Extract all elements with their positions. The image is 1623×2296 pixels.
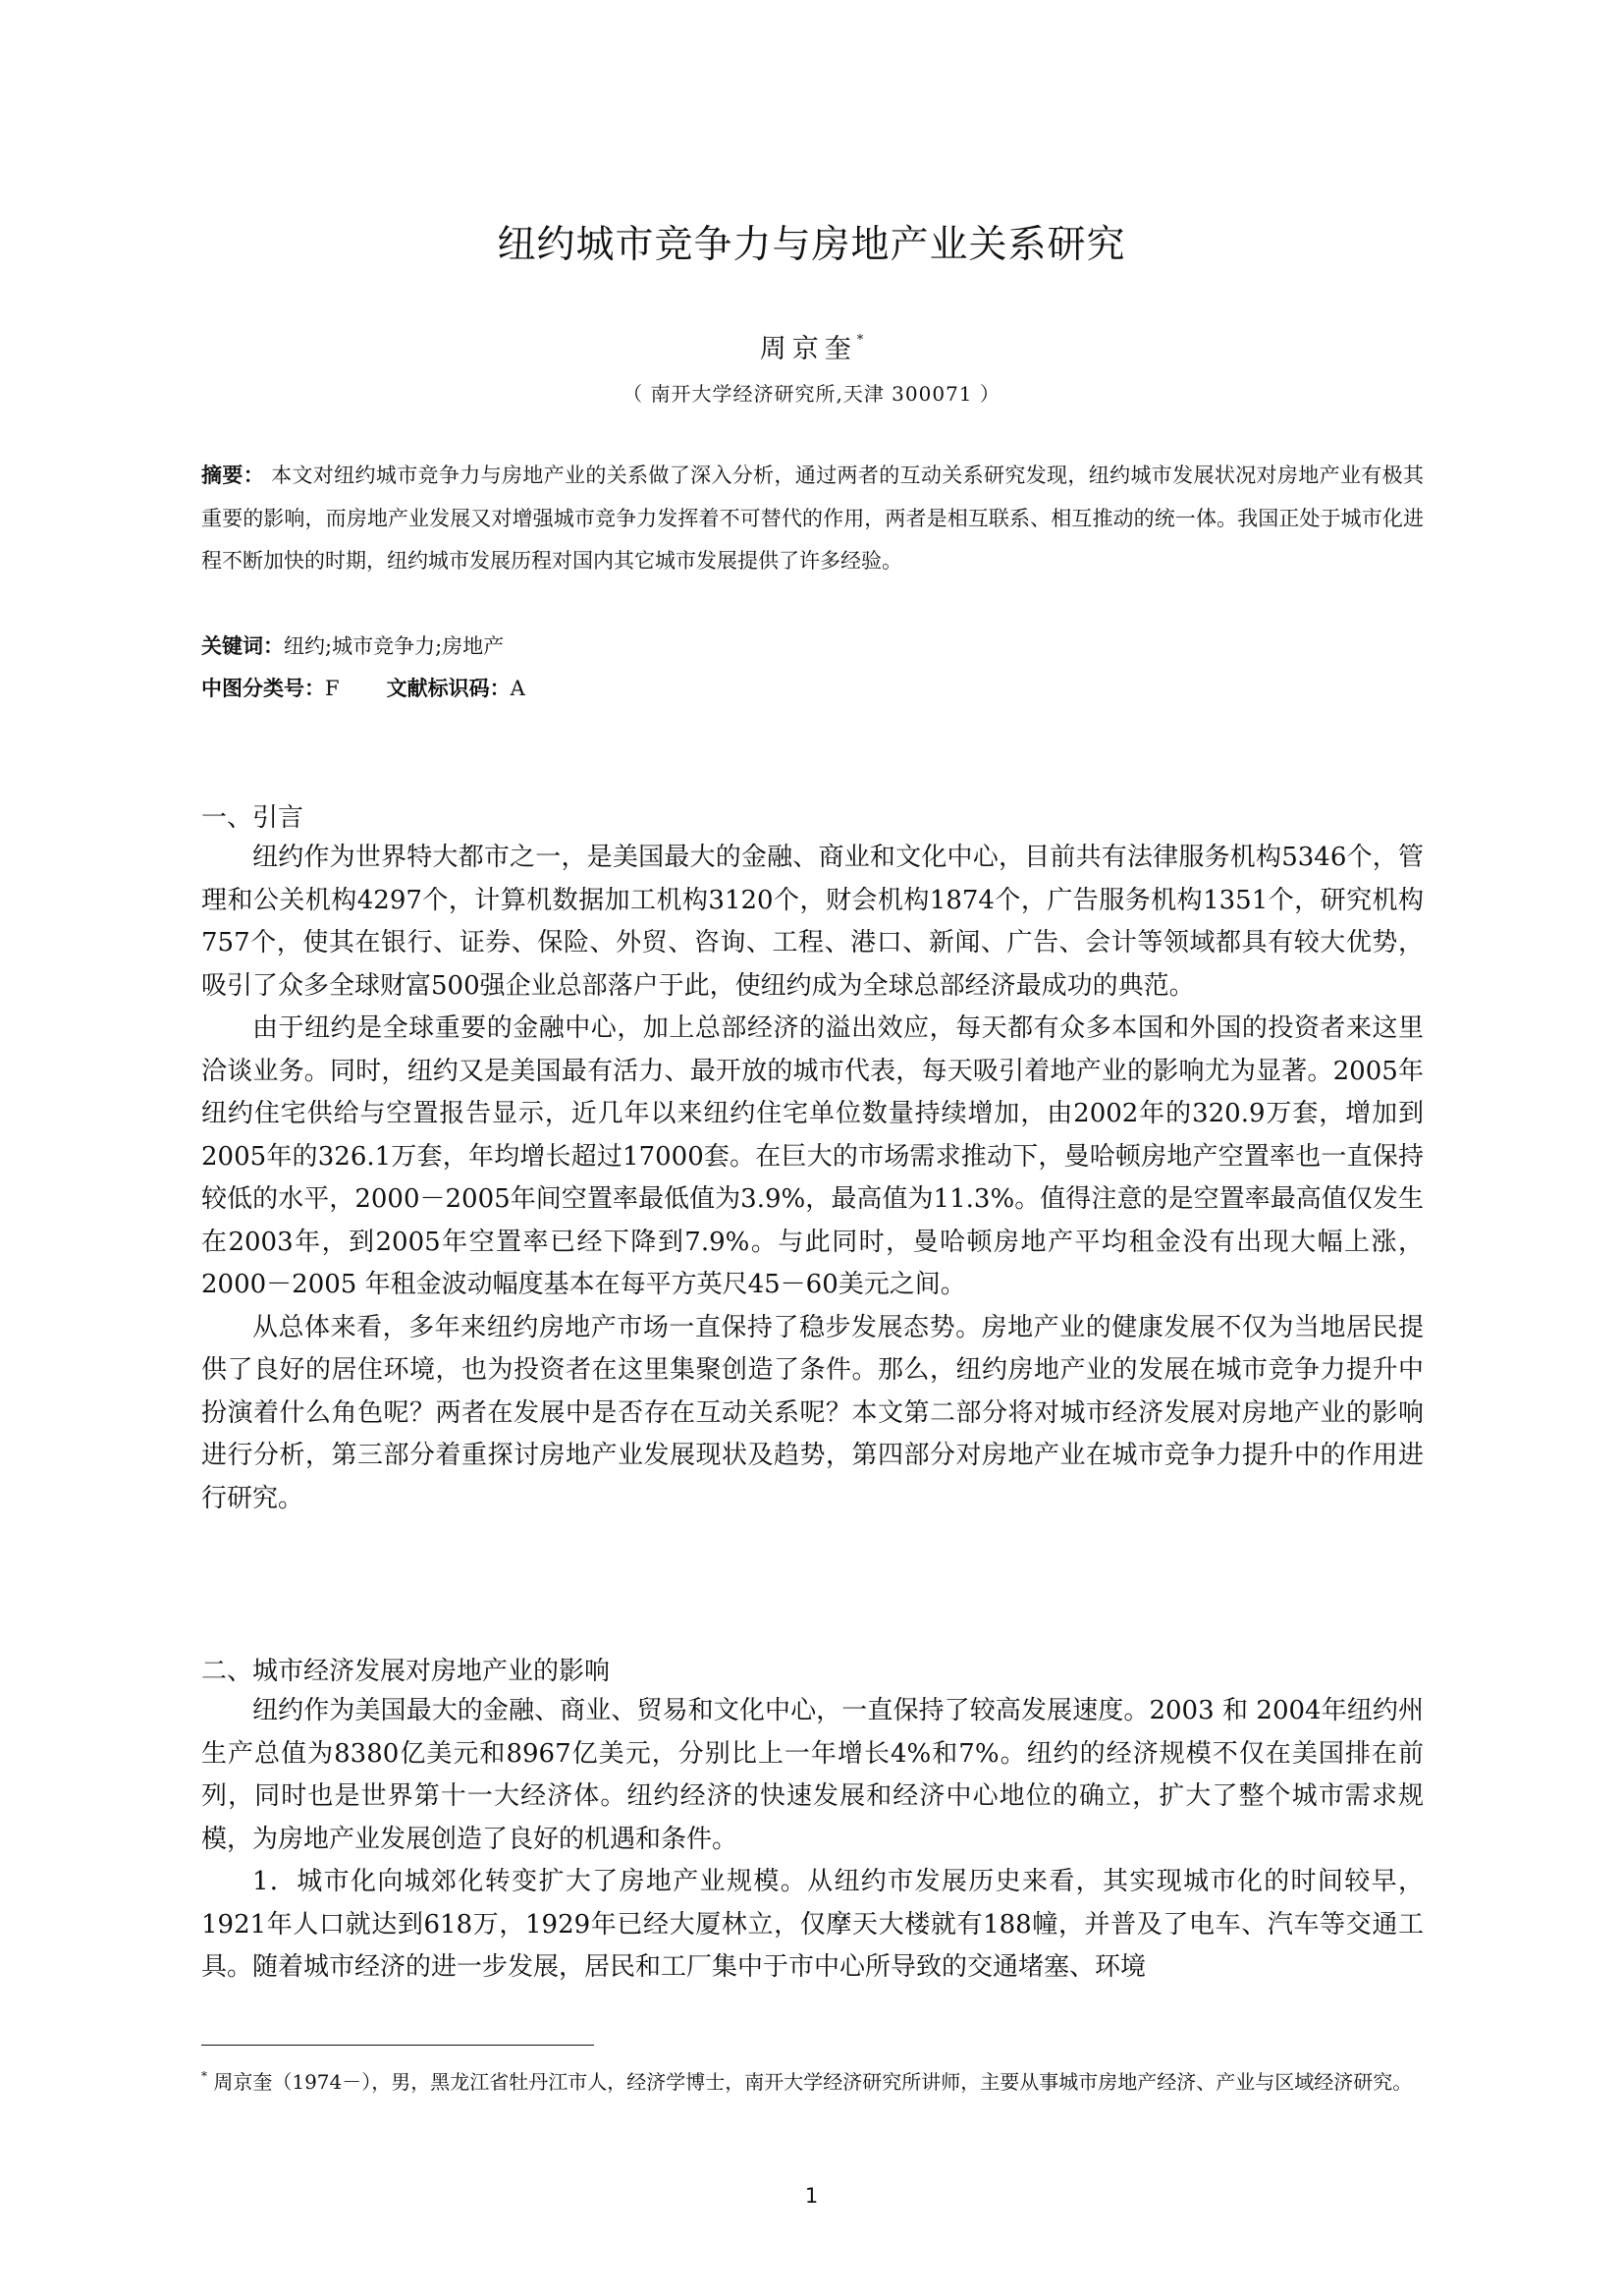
abstract xyxy=(201,455,1424,583)
section-heading-economy: 二、城市经济发展对房地产业的影响 xyxy=(201,1657,611,1686)
document-code-label: 文献标识码： xyxy=(386,677,511,700)
footnote-text: 周京奎（1974－），男，黑龙江省牡丹江市人，经济学博士，南开大学经济研究所讲师，主要从事城市房地产经济、产业与区域经济研究。 xyxy=(207,2070,1413,2094)
keywords-text: 纽约;城市竞争力;房地产 xyxy=(284,634,505,658)
abstract-text: 本文对纽约城市竞争力与房地产业的关系做了深入分析，通过两者的互动关系研究发现，纽约城市发展状况对房地产业有极其重要的影响，而房地产业发展又对增强城市竞争力发挥着不可替代的作用，两者是相互联系、相互推动的统一体。我国正处于城市化进程不断加快的时期，纽约城市发展历程对国内其它城市发展提供了许多经验。 xyxy=(201,464,1425,573)
footnote-mark: * xyxy=(201,2069,207,2083)
section-economy-body xyxy=(201,1690,1424,1990)
keywords-label: 关键词： xyxy=(201,634,284,658)
section-heading-intro: 一、引言 xyxy=(201,803,304,833)
paragraph: 由于纽约是全球重要的金融中心，加上总部经济的溢出效应，每天都有众多本国和外国的投资者来这里洽谈业务。同时，纽约又是美国最有活力、最开放的城市代表，每天吸引着地产业的影响尤为显著。2005年纽约住宅供给与空置报告显示，近几年以来纽约住宅单位数量持续增加，由2002年的320.9万套，增加到2005年的326.1万套，年均增长超过17000套。在巨大的市场需求推动下，曼哈顿房地产空置率也一直保持较低的水平，2000－2005年间空置率最低值为3.9%，最高值为11.3%。值得注意的是空置率最高值仅发生在2003年，到2005年空置率已经下降到7.9%。与此同时，曼哈顿房地产平均租金没有出现大幅上涨，2000－2005 年租金波动幅度基本在每平方英尺45－60美元之间。 xyxy=(201,1013,1424,1299)
paper-title: 纽约城市竞争力与房地产业关系研究 xyxy=(497,223,1126,267)
clc-label: 中图分类号： xyxy=(201,677,325,700)
author-affiliation: （ 南开大学经济研究所,天津 300071 ） xyxy=(622,382,1001,406)
page-number: 1 xyxy=(804,2184,819,2208)
paragraph: 1．城市化向城郊化转变扩大了房地产业规模。从纽约市发展历史来看，其实现城市化的时间较早，1921年人口就达到618万，1929年已经大厦林立，仅摩天大楼就有188幢，并普及了电车、汽车等交通工具。随着城市经济的进一步发展，居民和工厂集中于市中心所导致的交通堵塞、环境 xyxy=(201,1867,1424,1982)
section-intro-body xyxy=(201,837,1424,1520)
paragraph: 纽约作为世界特大都市之一，是美国最大的金融、商业和文化中心，目前共有法律服务机构5346个，管理和公关机构4297个，计算机数据加工机构3120个，财会机构1874个，广告服务机构1351个，研究机构757个，使其在银行、证券、保险、外贸、咨询、工程、港口、新闻、广告、会计等领域都具有较大优势，吸引了众多全球财富500强企业总部落户于此，使纽约成为全球总部经济最成功的典范。 xyxy=(201,843,1424,1001)
paragraph: 从总体来看，多年来纽约房地产市场一直保持了稳步发展态势。房地产业的健康发展不仅为当地居民提供了良好的居住环境，也为投资者在这里集聚创造了条件。那么，纽约房地产业的发展在城市竞争力提升中扮演着什么角色呢？两者在发展中是否存在互动关系呢？本文第二部分将对城市经济发展对房地产业的影响进行分析，第三部分着重探讨房地产业发展现状及趋势，第四部分对房地产业在城市竞争力提升中的作用进行研究。 xyxy=(201,1312,1424,1513)
clc-value: F xyxy=(325,677,340,700)
author-name: 周京奎 xyxy=(759,334,857,364)
author-line xyxy=(0,327,1623,365)
abstract-label: 摘要： xyxy=(201,464,265,487)
author-footnote-mark: * xyxy=(856,333,864,348)
document-code-value: A xyxy=(510,677,525,700)
footnote-separator xyxy=(201,2045,594,2046)
classification-line xyxy=(201,668,1424,711)
paragraph: 纽约作为美国最大的金融、商业、贸易和文化中心，一直保持了较高发展速度。2003 和 2004年纽约州生产总值为8380亿美元和8967亿美元，分别比上一年增长4%和7%。纽约的经济规模不仅在美国排在前列，同时也是世界第十一大经济体。纽约经济的快速发展和经济中心地位的确立，扩大了整个城市需求规模，为房地产业发展创造了良好的机遇和条件。 xyxy=(201,1696,1424,1854)
keywords xyxy=(201,626,1424,669)
footnote xyxy=(201,2059,1424,2099)
